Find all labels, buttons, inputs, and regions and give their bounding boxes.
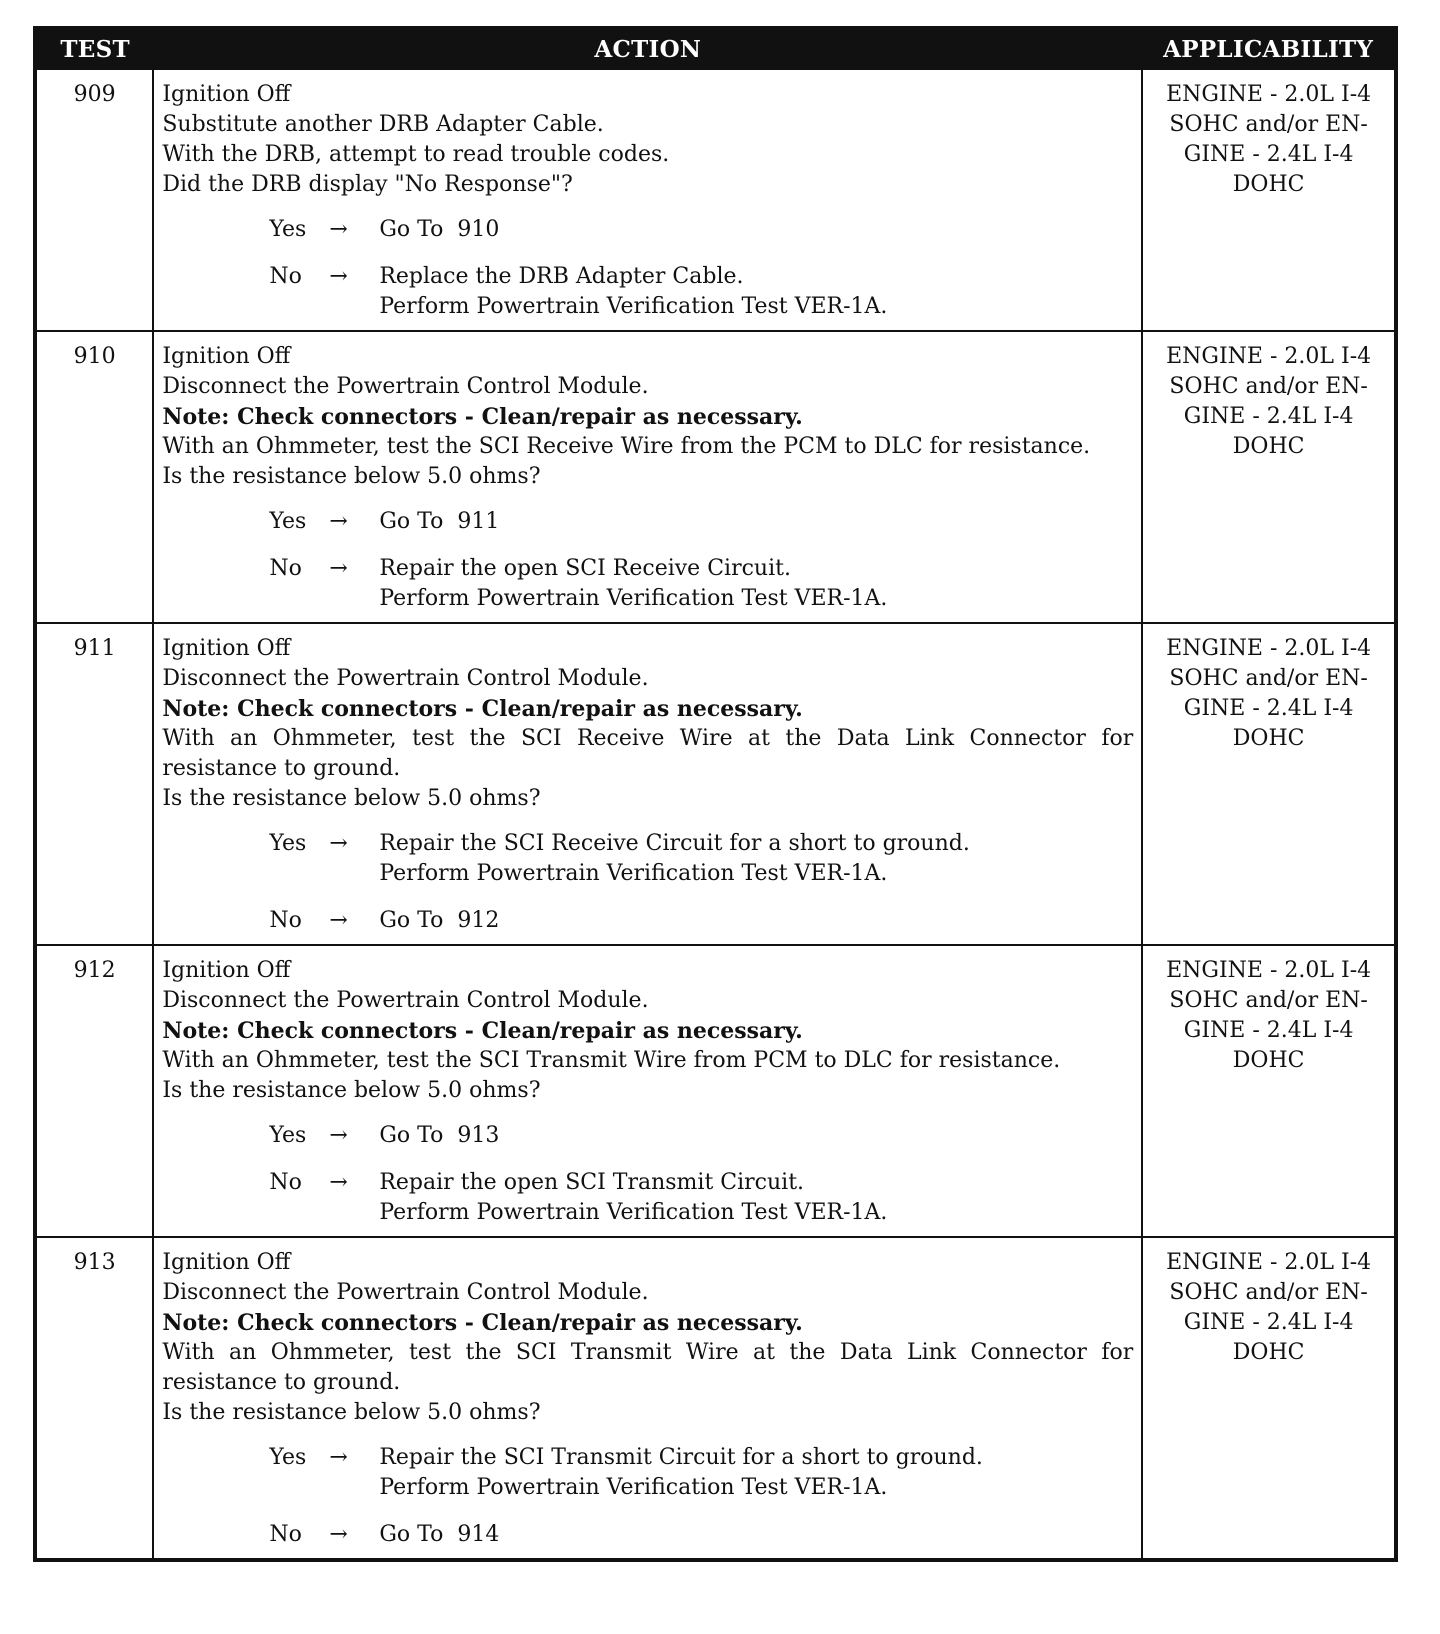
goto-line bbox=[379, 215, 1133, 245]
branch-answer: Yes bbox=[269, 1445, 307, 1470]
result-line: Perform Powertrain Verification Test VER-1A. bbox=[379, 294, 888, 319]
branch-answer: No bbox=[269, 908, 302, 933]
applicability-line: SOHC and/or EN- bbox=[1169, 988, 1368, 1013]
branch-no bbox=[269, 262, 1133, 322]
branch-result bbox=[379, 1520, 1133, 1550]
branch-no bbox=[269, 1168, 1133, 1228]
branch-result bbox=[379, 1121, 1133, 1151]
applicability-line: GINE - 2.4L I-4 bbox=[1183, 1310, 1354, 1335]
goto-label: Go To bbox=[379, 1522, 444, 1547]
action-line: Substitute another DRB Adapter Cable. bbox=[162, 112, 604, 137]
header-action: ACTION bbox=[153, 28, 1142, 69]
applicability-line: SOHC and/or EN- bbox=[1169, 666, 1368, 691]
applicability-line: ENGINE - 2.0L I-4 bbox=[1166, 344, 1372, 369]
applicability-cell bbox=[1142, 331, 1396, 623]
branch-result bbox=[379, 215, 1133, 245]
applicability-line: ENGINE - 2.0L I-4 bbox=[1166, 636, 1372, 661]
arrow-icon: → bbox=[329, 1123, 348, 1148]
applicability-line: SOHC and/or EN- bbox=[1169, 1280, 1368, 1305]
action-cell bbox=[153, 1237, 1142, 1560]
arrow-icon: → bbox=[329, 1522, 348, 1547]
arrow-icon: → bbox=[329, 217, 348, 242]
branch-list bbox=[162, 1121, 1133, 1228]
goto-line bbox=[379, 1520, 1133, 1550]
action-line: Is the resistance below 5.0 ohms? bbox=[162, 786, 541, 811]
branch-yes bbox=[269, 507, 1133, 537]
applicability-line: DOHC bbox=[1232, 1048, 1305, 1073]
action-line: Disconnect the Powertrain Control Module. bbox=[162, 374, 649, 399]
action-cell bbox=[153, 623, 1142, 945]
applicability-cell bbox=[1142, 1237, 1396, 1560]
goto-line bbox=[379, 507, 1133, 537]
goto-line bbox=[379, 1121, 1133, 1151]
test-number: 909 bbox=[35, 69, 153, 331]
action-line: With an Ohmmeter, test the SCI Transmit Wire from PCM to DLC for resistance. bbox=[162, 1048, 1061, 1073]
branch-list bbox=[162, 215, 1133, 322]
arrow-icon: → bbox=[329, 556, 348, 581]
table-row bbox=[35, 623, 1396, 945]
branch-result bbox=[379, 262, 1133, 322]
action-line: Ignition Off bbox=[162, 1250, 291, 1275]
branch-answer: No bbox=[269, 1522, 302, 1547]
table-row bbox=[35, 945, 1396, 1237]
arrow-icon: → bbox=[329, 509, 348, 534]
branch-answer: No bbox=[269, 1170, 302, 1195]
applicability-line: GINE - 2.4L I-4 bbox=[1183, 142, 1354, 167]
branch-list bbox=[162, 507, 1133, 614]
applicability-line: DOHC bbox=[1232, 726, 1305, 751]
goto-label: Go To bbox=[379, 217, 444, 242]
branch-no bbox=[269, 906, 1133, 936]
branch-answer: Yes bbox=[269, 509, 307, 534]
action-cell bbox=[153, 331, 1142, 623]
branch-result bbox=[379, 1168, 1133, 1228]
branch-no bbox=[269, 1520, 1133, 1550]
applicability-line: DOHC bbox=[1232, 172, 1305, 197]
note-line: Note: Check connectors - Clean/repair as necessary. bbox=[162, 1018, 803, 1044]
test-number: 911 bbox=[35, 623, 153, 945]
result-line: Repair the open SCI Transmit Circuit. bbox=[379, 1170, 805, 1195]
arrow-icon: → bbox=[329, 264, 348, 289]
result-line: Replace the DRB Adapter Cable. bbox=[379, 264, 744, 289]
table-body bbox=[35, 69, 1396, 1560]
goto-test-number: 912 bbox=[457, 908, 500, 933]
branch-answer: Yes bbox=[269, 1123, 307, 1148]
result-line: Repair the SCI Receive Circuit for a short to ground. bbox=[379, 831, 970, 856]
applicability-line: DOHC bbox=[1232, 1340, 1305, 1365]
applicability-line: GINE - 2.4L I-4 bbox=[1183, 696, 1354, 721]
branch-yes bbox=[269, 1443, 1133, 1503]
applicability-line: SOHC and/or EN- bbox=[1169, 374, 1368, 399]
note-line: Note: Check connectors - Clean/repair as necessary. bbox=[162, 404, 803, 430]
branch-result bbox=[379, 1443, 1133, 1503]
branch-result bbox=[379, 829, 1133, 889]
action-line: Is the resistance below 5.0 ohms? bbox=[162, 1400, 541, 1425]
action-line: Is the resistance below 5.0 ohms? bbox=[162, 464, 541, 489]
action-line: With an Ohmmeter, test the SCI Receive Wire from the PCM to DLC for resistance. bbox=[162, 434, 1091, 459]
header-test: TEST bbox=[35, 28, 153, 69]
test-number: 910 bbox=[35, 331, 153, 623]
result-line: Repair the SCI Transmit Circuit for a short to ground. bbox=[379, 1445, 983, 1470]
goto-test-number: 910 bbox=[457, 217, 500, 242]
goto-label: Go To bbox=[379, 509, 444, 534]
action-line: Ignition Off bbox=[162, 82, 291, 107]
applicability-line: GINE - 2.4L I-4 bbox=[1183, 404, 1354, 429]
goto-test-number: 914 bbox=[457, 1522, 500, 1547]
note-line: Note: Check connectors - Clean/repair as necessary. bbox=[162, 1310, 803, 1336]
result-line: Repair the open SCI Receive Circuit. bbox=[379, 556, 791, 581]
test-number: 913 bbox=[35, 1237, 153, 1560]
action-line: Disconnect the Powertrain Control Module. bbox=[162, 1280, 649, 1305]
branch-yes bbox=[269, 215, 1133, 245]
result-line: Perform Powertrain Verification Test VER-1A. bbox=[379, 1200, 888, 1225]
action-cell bbox=[153, 945, 1142, 1237]
branch-yes bbox=[269, 829, 1133, 889]
goto-test-number: 911 bbox=[457, 509, 500, 534]
goto-test-number: 913 bbox=[457, 1123, 500, 1148]
branch-result bbox=[379, 554, 1133, 614]
branch-result bbox=[379, 507, 1133, 537]
applicability-line: DOHC bbox=[1232, 434, 1305, 459]
branch-answer: No bbox=[269, 264, 302, 289]
goto-line bbox=[379, 906, 1133, 936]
branch-list bbox=[162, 1443, 1133, 1550]
action-line: With the DRB, attempt to read trouble codes. bbox=[162, 142, 670, 167]
action-line: Is the resistance below 5.0 ohms? bbox=[162, 1078, 541, 1103]
arrow-icon: → bbox=[329, 831, 348, 856]
arrow-icon: → bbox=[329, 1445, 348, 1470]
arrow-icon: → bbox=[329, 908, 348, 933]
goto-label: Go To bbox=[379, 908, 444, 933]
applicability-cell bbox=[1142, 945, 1396, 1237]
branch-no bbox=[269, 554, 1133, 614]
goto-label: Go To bbox=[379, 1123, 444, 1148]
branch-yes bbox=[269, 1121, 1133, 1151]
branch-result bbox=[379, 906, 1133, 936]
branch-answer: Yes bbox=[269, 217, 307, 242]
applicability-line: ENGINE - 2.0L I-4 bbox=[1166, 958, 1372, 983]
action-line: Ignition Off bbox=[162, 636, 291, 661]
action-line: With an Ohmmeter, test the SCI Transmit Wire at the Data Link Connector for resistance to ground. bbox=[162, 1340, 1134, 1395]
result-line: Perform Powertrain Verification Test VER-1A. bbox=[379, 586, 888, 611]
table-row bbox=[35, 1237, 1396, 1560]
note-line: Note: Check connectors - Clean/repair as necessary. bbox=[162, 696, 803, 722]
action-line: Did the DRB display "No Response"? bbox=[162, 172, 573, 197]
applicability-cell bbox=[1142, 623, 1396, 945]
applicability-line: ENGINE - 2.0L I-4 bbox=[1166, 82, 1372, 107]
applicability-line: ENGINE - 2.0L I-4 bbox=[1166, 1250, 1372, 1275]
result-line: Perform Powertrain Verification Test VER-1A. bbox=[379, 861, 888, 886]
action-cell bbox=[153, 69, 1142, 331]
action-line: Ignition Off bbox=[162, 958, 291, 983]
arrow-icon: → bbox=[329, 1170, 348, 1195]
branch-list bbox=[162, 829, 1133, 936]
applicability-line: SOHC and/or EN- bbox=[1169, 112, 1368, 137]
applicability-line: GINE - 2.4L I-4 bbox=[1183, 1018, 1354, 1043]
branch-answer: Yes bbox=[269, 831, 307, 856]
branch-answer: No bbox=[269, 556, 302, 581]
header-applicability: APPLICABILITY bbox=[1142, 28, 1396, 69]
table-row bbox=[35, 69, 1396, 331]
diagnostic-test-table bbox=[33, 26, 1398, 1562]
result-line: Perform Powertrain Verification Test VER-1A. bbox=[379, 1475, 888, 1500]
action-line: With an Ohmmeter, test the SCI Receive Wire at the Data Link Connector for resistance to ground. bbox=[162, 726, 1134, 781]
test-number: 912 bbox=[35, 945, 153, 1237]
action-line: Disconnect the Powertrain Control Module. bbox=[162, 666, 649, 691]
table-header-row bbox=[35, 28, 1396, 69]
table-row bbox=[35, 331, 1396, 623]
action-line: Ignition Off bbox=[162, 344, 291, 369]
applicability-cell bbox=[1142, 69, 1396, 331]
action-line: Disconnect the Powertrain Control Module. bbox=[162, 988, 649, 1013]
